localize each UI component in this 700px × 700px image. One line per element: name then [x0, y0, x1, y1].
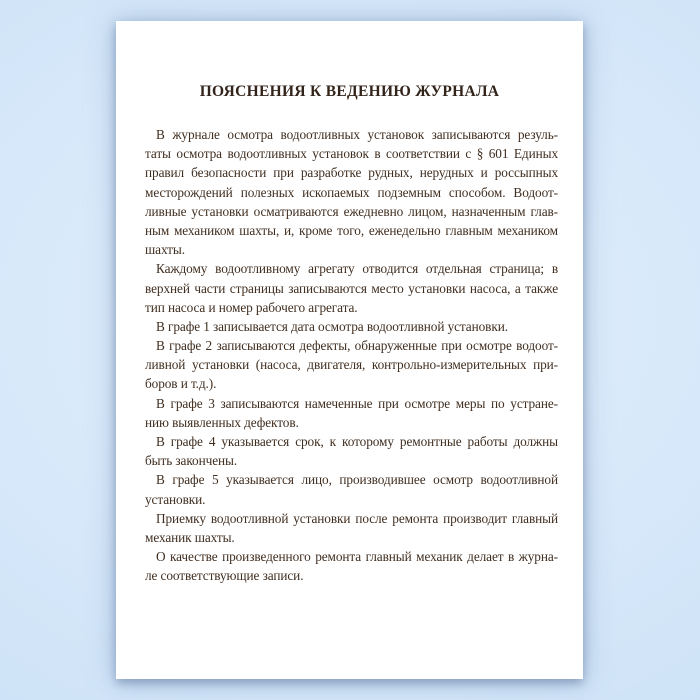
text-line: нию выявленных дефектов. [145, 414, 299, 430]
text-line: ливной установки (насоса, двигателя, контрольно-измерительных при- [145, 357, 558, 373]
text-line: ле соответствующие записи. [145, 568, 304, 584]
document-body [145, 125, 558, 586]
text-line: Каждому водоотливному агрегату отводится отдельная страница; в [156, 261, 558, 277]
paragraph [145, 470, 558, 508]
text-line: боров и т.д.). [145, 376, 217, 392]
paragraph [145, 317, 558, 336]
page-title: ПОЯСНЕНИЯ К ВЕДЕНИЮ ЖУРНАЛА [199, 83, 500, 100]
text-line: ным механиком шахты, и, кроме того, еженедельно главным механиком [145, 222, 558, 238]
text-line: В графе 4 указывается срок, к которому ремонтные работы должны [156, 434, 558, 449]
paragraph [145, 394, 558, 432]
paragraph [145, 125, 558, 259]
text-line: быть закончены. [145, 453, 238, 469]
text-line: В графе 2 записываются дефекты, обнаруженные при осмотре водоот- [156, 338, 558, 354]
text-line: правил безопасности при разработке рудных, нерудных и россыпных [145, 165, 558, 181]
text-line: В графе 5 указывается лицо, производившее осмотр водоотливной [156, 472, 558, 488]
text-line: В графе 1 записывается дата осмотра водоотливной установки. [156, 318, 508, 334]
text-line: ливные установки осматриваются ежедневно лицом, назначенным глав- [145, 203, 558, 219]
text-line: установки. [145, 491, 206, 507]
text-line: шахты. [145, 242, 185, 258]
paragraph [145, 547, 558, 585]
text-line: В журнале осмотра водоотливных установок записываются резуль- [156, 127, 558, 142]
text-line: В графе 3 записываются намеченные при осмотре меры по устране- [156, 395, 558, 411]
text-line: месторождений полезных ископаемых подземным способом. Водоот- [145, 184, 558, 200]
text-line: верхней части страницы записываются место установки насоса, а также [145, 280, 558, 296]
paragraph [145, 509, 558, 547]
paragraph [145, 259, 558, 317]
text-line: таты осмотра водоотливных установок в соответствии с § 601 Единых [145, 146, 558, 162]
paragraph [145, 432, 558, 470]
document-page [116, 21, 583, 679]
text-line: тип насоса и номер рабочего агрегата. [145, 299, 358, 315]
text-line: механик шахты. [145, 529, 235, 545]
paragraph [145, 336, 558, 394]
text-line: О качестве произведенного ремонта главный механик делает в журна- [156, 549, 558, 565]
text-line: Приемку водоотливной установки после ремонта производит главный [156, 510, 558, 526]
